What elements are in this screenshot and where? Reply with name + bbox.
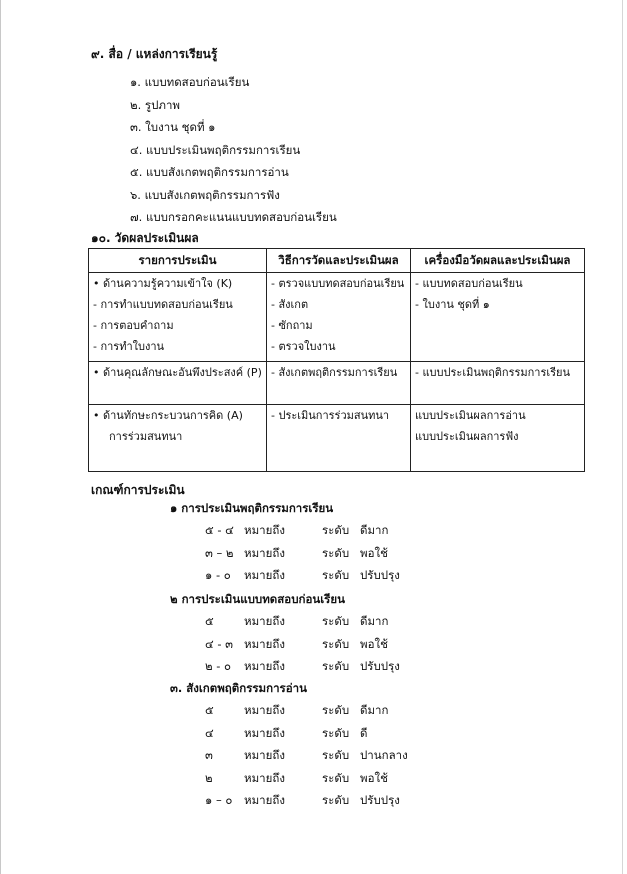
level-value: ปานกลาง: [360, 748, 408, 762]
cell-line: - ใบงาน ชุดที่ ๑: [415, 298, 490, 311]
level-label: ระดับ: [322, 614, 350, 628]
meaning-label: หมายถึง: [244, 793, 285, 807]
section10-title: ๑๐. วัดผลประเมินผล: [91, 231, 199, 245]
criteria-row: [170, 655, 400, 678]
meaning-label: หมายถึง: [244, 659, 285, 673]
level-label: ระดับ: [322, 523, 350, 537]
cell-line: แบบประเมินผลการฟัง: [415, 430, 519, 443]
criteria-title: เกณฑ์การประเมิน: [91, 483, 185, 497]
cell-line: - ตรวจใบงาน: [271, 340, 336, 353]
tools-cell: [411, 362, 585, 405]
score-range: ๔: [205, 725, 214, 740]
criteria-row: [170, 789, 400, 812]
criteria-row: [170, 519, 389, 542]
cell-line: • ด้านคุณลักษณะอันพึงประสงค์ (P): [93, 366, 262, 379]
cell-line: แบบประเมินผลการอ่าน: [415, 409, 526, 422]
items-cell: [89, 362, 267, 405]
score-range: ๕: [205, 614, 214, 628]
meaning-label: หมายถึง: [244, 636, 285, 651]
tools-cell: [411, 273, 585, 362]
table-row: [89, 273, 585, 362]
criteria-group-title: ๓. สังเกตพฤติกรรมการอ่าน: [170, 681, 307, 695]
criteria-group: [170, 588, 400, 678]
level-value: ดีมาก: [360, 703, 389, 717]
cell-line: • ด้านทักษะกระบวนการคิด (A): [93, 409, 243, 422]
meaning-label: หมายถึง: [244, 703, 285, 717]
level-value: ดีมาก: [360, 523, 389, 537]
criteria-group-title: ๒ การประเมินแบบทดสอบก่อนเรียน: [170, 592, 345, 606]
level-label: ระดับ: [322, 748, 350, 762]
media-item: ๗. แบบกรอกคะแนนแบบทดสอบก่อนเรียน: [130, 210, 337, 224]
level-value: พอใช้: [360, 545, 388, 560]
cell-line: - การทำใบงาน: [93, 340, 165, 353]
score-range: ๑ – ๐: [205, 793, 233, 807]
header-tools: เครื่องมือวัดผลและประเมินผล: [411, 249, 585, 273]
score-range: ๕: [205, 703, 214, 717]
items-cell: [89, 405, 267, 472]
cell-line: - แบบประเมินพฤติกรรมการเรียน: [415, 366, 571, 379]
cell-line: - ตรวจแบบทดสอบก่อนเรียน: [271, 277, 405, 290]
score-range: ๒ - ๐: [205, 659, 232, 673]
criteria-row: [170, 610, 389, 633]
cell-line: - สังเกต: [271, 298, 309, 311]
criteria-group-title: ๑ การประเมินพฤติกรรมการเรียน: [170, 501, 334, 515]
page-edge-left: [0, 0, 1, 874]
cell-line: - การตอบคำถาม: [93, 319, 174, 332]
level-label: ระดับ: [322, 545, 350, 560]
meaning-label: หมายถึง: [244, 725, 285, 740]
score-range: ๒: [205, 770, 213, 785]
media-item: ๔. แบบประเมินพฤติกรรมการเรียน: [130, 142, 301, 157]
media-list: [130, 71, 337, 229]
criteria-row: [170, 564, 400, 587]
level-value: ปรับปรุง: [360, 568, 400, 582]
meaning-label: หมายถึง: [244, 770, 285, 785]
score-range: ๕ - ๔: [205, 523, 234, 537]
cell-line: การร่วมสนทนา: [109, 430, 183, 443]
media-item: ๑. แบบทดสอบก่อนเรียน: [130, 75, 250, 89]
methods-cell: [267, 273, 411, 362]
criteria-row: [170, 744, 408, 767]
criteria-row: [170, 722, 368, 745]
criteria-row: [170, 699, 389, 722]
level-value: ปรับปรุง: [360, 793, 400, 807]
criteria-group: [170, 677, 408, 812]
methods-cell: [267, 362, 411, 405]
header-items: รายการประเมิน: [89, 249, 267, 273]
level-value: ดีมาก: [360, 614, 389, 628]
score-range: ๓: [205, 748, 213, 762]
level-value: พอใช้: [360, 636, 388, 651]
methods-cell: [267, 405, 411, 472]
page-edge-right: [622, 0, 623, 874]
criteria-row: [170, 542, 388, 565]
score-range: ๑ - ๐: [205, 568, 231, 582]
meaning-label: หมายถึง: [244, 568, 285, 582]
level-label: ระดับ: [322, 659, 350, 673]
criteria-row: [170, 633, 388, 656]
cell-line: • ด้านความรู้ความเข้าใจ (K): [93, 277, 233, 290]
level-label: ระดับ: [322, 770, 350, 785]
table-row: [89, 362, 585, 405]
evaluation-table: [88, 248, 585, 472]
cell-line: - สังเกตพฤติกรรมการเรียน: [271, 366, 398, 379]
section9-title: ๙. สื่อ / แหล่งการเรียนรู้: [91, 47, 218, 61]
media-item: ๕. แบบสังเกตพฤติกรรมการอ่าน: [130, 165, 289, 179]
criteria-group: [170, 497, 400, 587]
level-label: ระดับ: [322, 636, 350, 651]
score-range: ๓ – ๒: [205, 545, 234, 560]
table-header-row: [89, 249, 585, 273]
meaning-label: หมายถึง: [244, 748, 285, 762]
level-label: ระดับ: [322, 793, 350, 807]
criteria-row: [170, 767, 388, 790]
meaning-label: หมายถึง: [244, 523, 285, 537]
media-item: ๖. แบบสังเกตพฤติกรรมการฟัง: [130, 187, 280, 202]
cell-line: - การทำแบบทดสอบก่อนเรียน: [93, 298, 233, 311]
level-value: ปรับปรุง: [360, 659, 400, 673]
meaning-label: หมายถึง: [244, 545, 285, 560]
media-item: ๓. ใบงาน ชุดที่ ๑: [130, 120, 216, 134]
meaning-label: หมายถึง: [244, 614, 285, 628]
cell-line: - ประเมินการร่วมสนทนา: [271, 409, 390, 422]
cell-line: - ซักถาม: [271, 319, 313, 332]
items-cell: [89, 273, 267, 362]
level-label: ระดับ: [322, 725, 350, 740]
level-value: ดี: [360, 725, 368, 740]
level-label: ระดับ: [322, 703, 350, 717]
table-row: [89, 405, 585, 472]
level-label: ระดับ: [322, 568, 350, 582]
tools-cell: [411, 405, 585, 472]
media-item: ๒. รูปภาพ: [130, 97, 180, 112]
cell-line: - แบบทดสอบก่อนเรียน: [415, 277, 523, 290]
level-value: พอใช้: [360, 770, 388, 785]
score-range: ๔ - ๓: [205, 636, 234, 651]
header-methods: วิธีการวัดและประเมินผล: [267, 249, 411, 273]
